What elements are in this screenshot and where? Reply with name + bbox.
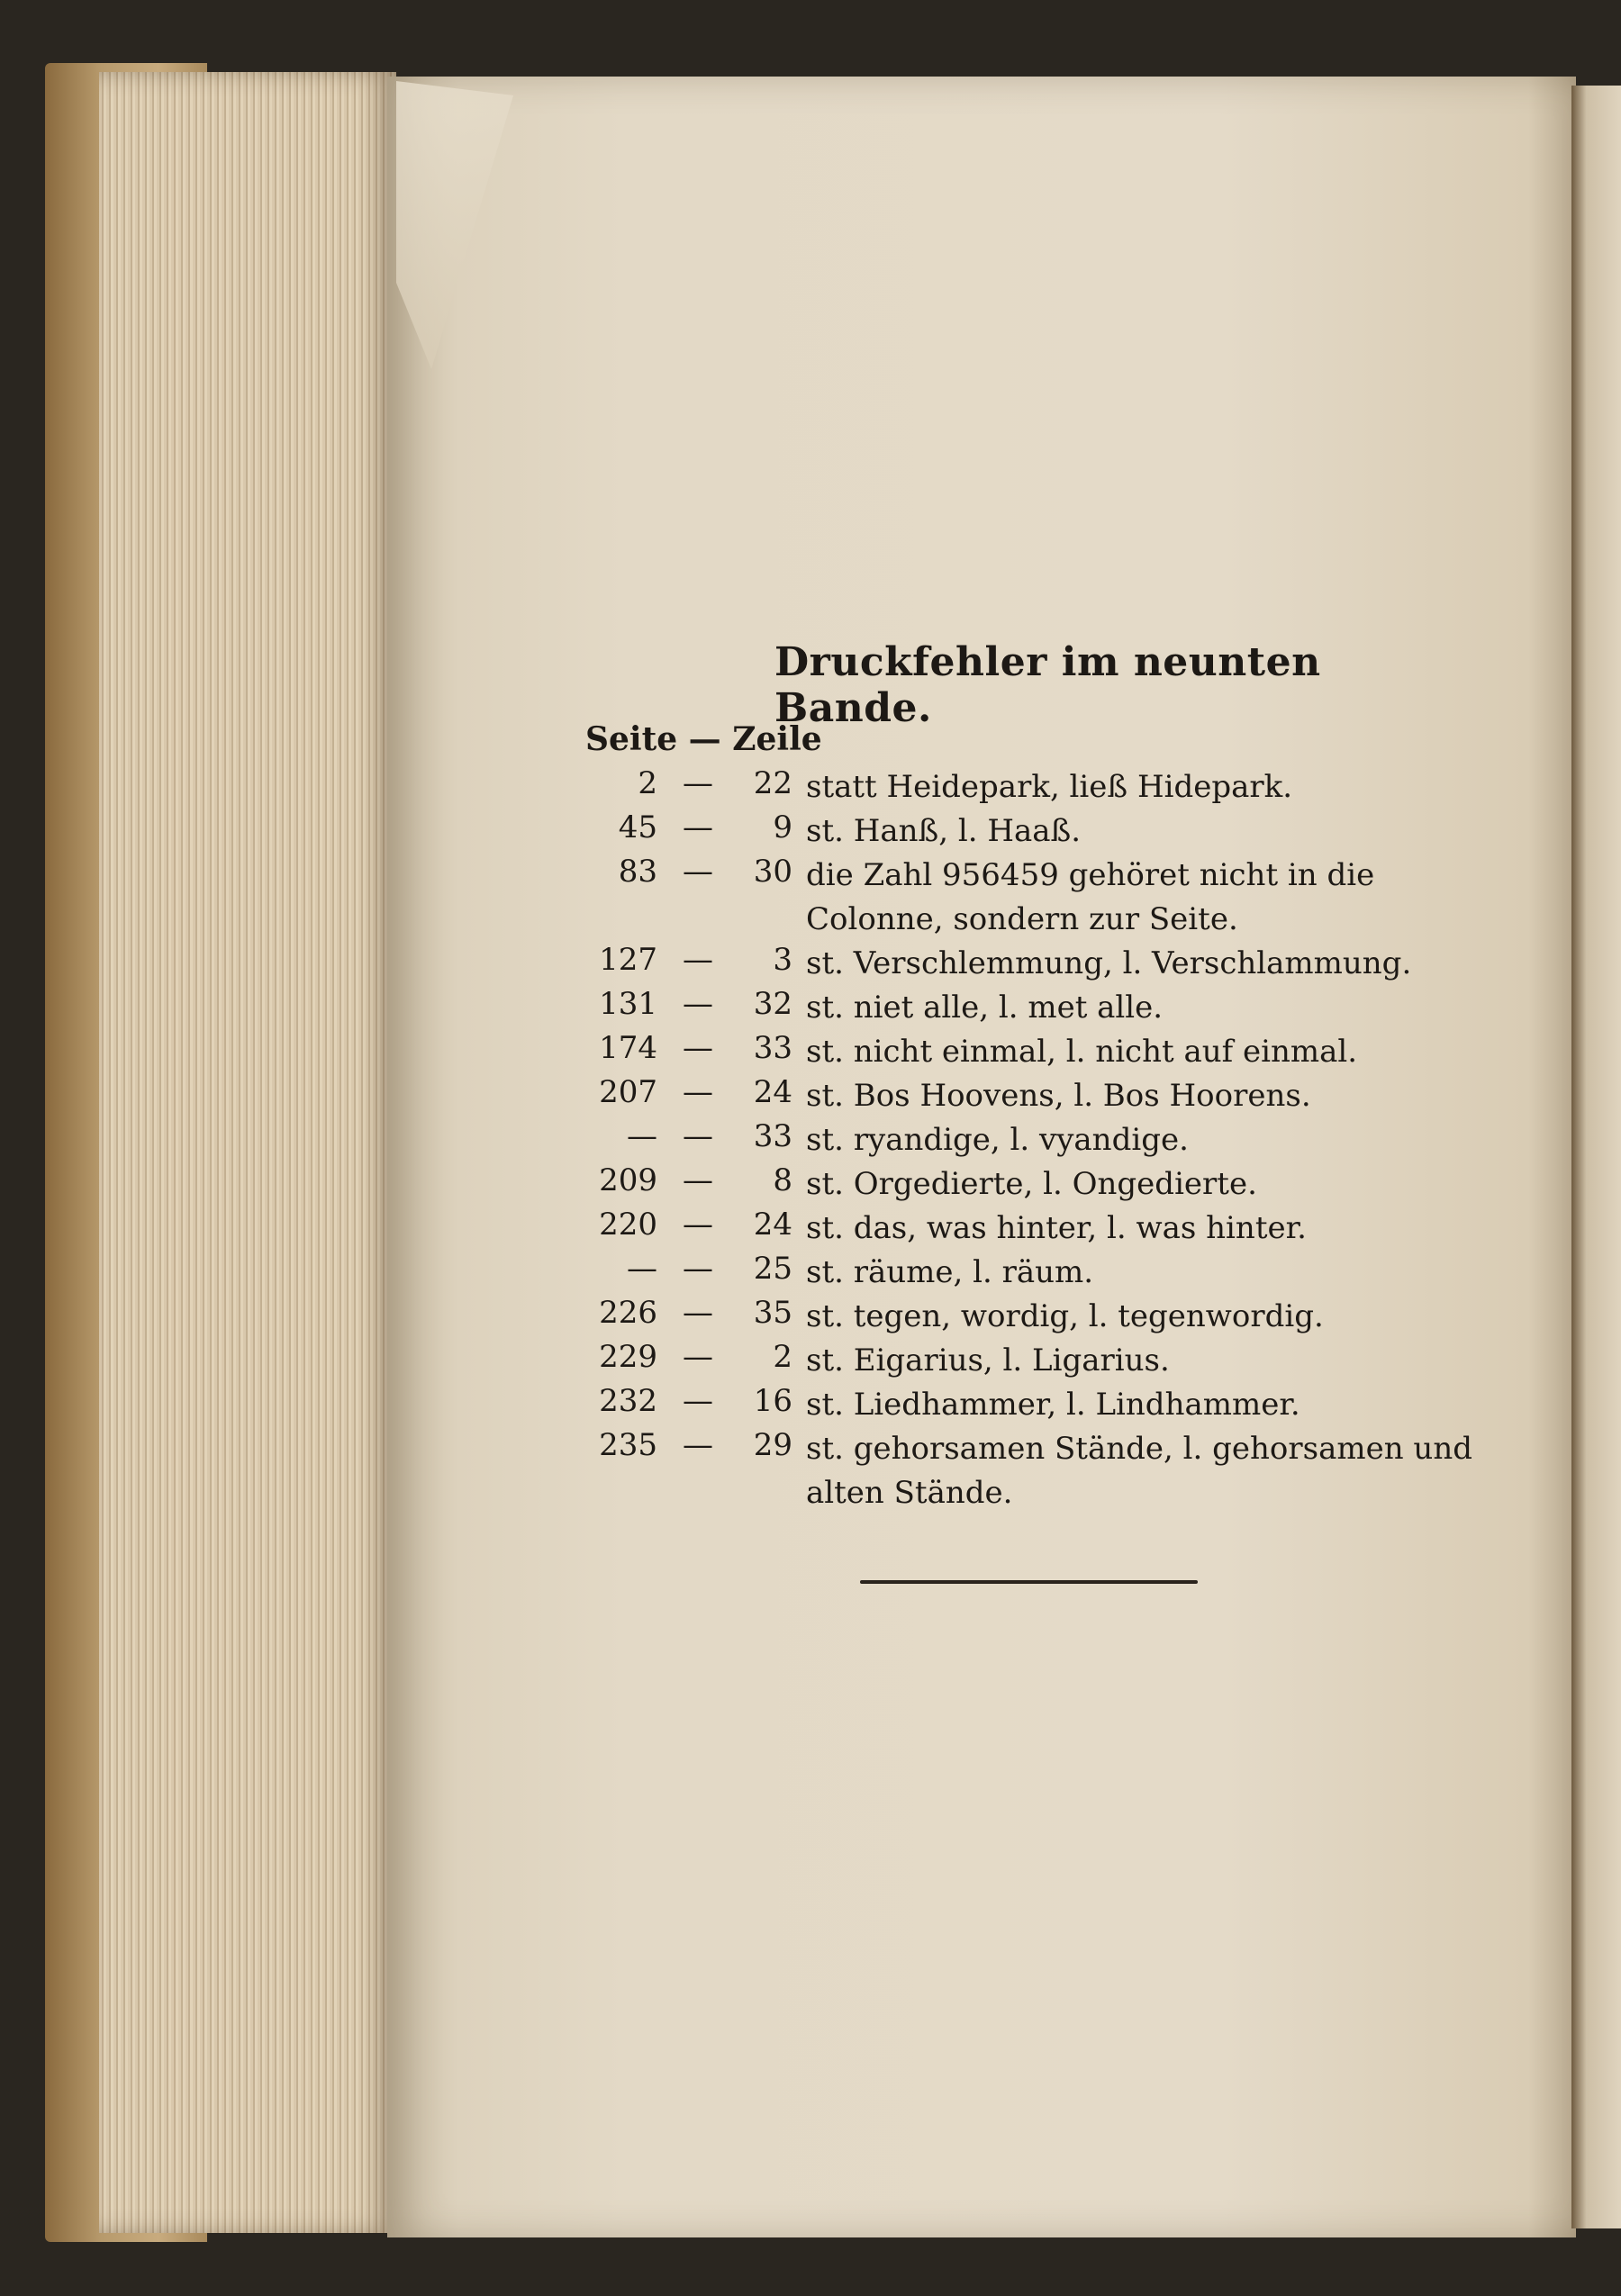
errata-row bbox=[585, 1207, 1495, 1251]
errata-page: 229 bbox=[599, 1339, 657, 1375]
errata-dash: — bbox=[683, 1251, 713, 1287]
errata-row bbox=[585, 1074, 1495, 1118]
errata-page: 174 bbox=[599, 1030, 657, 1066]
errata-row bbox=[585, 1427, 1495, 1515]
column-header-seite: Seite bbox=[585, 720, 678, 758]
column-header bbox=[585, 720, 822, 758]
errata-dash: — bbox=[683, 986, 713, 1022]
errata-heading: Druckfehler im neunten Bande. bbox=[774, 639, 1321, 731]
errata-text: die Zahl 956459 gehöret nicht in die Colonne, sondern zur Seite. bbox=[806, 857, 1375, 937]
errata-dash: — bbox=[683, 1383, 713, 1419]
errata-row bbox=[585, 1030, 1495, 1074]
errata-line: 8 bbox=[773, 1162, 792, 1198]
errata-page: — bbox=[627, 1118, 657, 1154]
errata-dash: — bbox=[683, 1207, 713, 1243]
errata-dash: — bbox=[683, 854, 713, 890]
errata-line: 33 bbox=[753, 1118, 792, 1154]
errata-row bbox=[585, 1295, 1495, 1339]
errata-line: 29 bbox=[753, 1427, 792, 1463]
errata-text: st. Verschlemmung, l. Verschlammung. bbox=[806, 945, 1412, 981]
errata-dash: — bbox=[683, 765, 713, 801]
errata-text: st. das, was hinter, l. was hinter. bbox=[806, 1210, 1307, 1246]
errata-text: st. Eigarius, l. Ligarius. bbox=[806, 1342, 1170, 1379]
errata-row bbox=[585, 1383, 1495, 1427]
errata-text: st. ryandige, l. vyandige. bbox=[806, 1122, 1189, 1158]
errata-page: 131 bbox=[599, 986, 657, 1022]
errata-row bbox=[585, 809, 1495, 854]
errata-row bbox=[585, 1118, 1495, 1162]
errata-line: 16 bbox=[753, 1383, 792, 1419]
errata-dash: — bbox=[683, 1162, 713, 1198]
errata-text: st. niet alle, l. met alle. bbox=[806, 990, 1164, 1026]
errata-row bbox=[585, 1251, 1495, 1295]
errata-dash: — bbox=[683, 1339, 713, 1375]
errata-dash: — bbox=[683, 809, 713, 845]
errata-line: 25 bbox=[753, 1251, 792, 1287]
errata-text: st. Bos Hoovens, l. Bos Hoorens. bbox=[806, 1078, 1311, 1114]
errata-row bbox=[585, 1339, 1495, 1383]
errata-page: 45 bbox=[618, 809, 657, 845]
errata-row bbox=[585, 854, 1495, 942]
errata-line: 33 bbox=[753, 1030, 792, 1066]
closing-rule bbox=[860, 1580, 1198, 1584]
errata-page: 232 bbox=[599, 1383, 657, 1419]
errata-row bbox=[585, 1162, 1495, 1207]
column-header-dash: — bbox=[688, 720, 721, 758]
errata-row bbox=[585, 942, 1495, 986]
errata-row bbox=[585, 986, 1495, 1030]
errata-line: 22 bbox=[753, 765, 792, 801]
errata-row bbox=[585, 765, 1495, 809]
errata-dash: — bbox=[683, 1427, 713, 1463]
errata-dash: — bbox=[683, 1074, 713, 1110]
errata-page: — bbox=[627, 1251, 657, 1287]
errata-text: st. räume, l. räum. bbox=[806, 1254, 1094, 1290]
errata-text: st. Hanß, l. Haaß. bbox=[806, 813, 1082, 849]
page-stack bbox=[99, 72, 396, 2233]
errata-dash: — bbox=[683, 942, 713, 978]
errata-line: 2 bbox=[773, 1339, 792, 1375]
errata-page: 226 bbox=[599, 1295, 657, 1331]
errata-line: 24 bbox=[753, 1074, 792, 1110]
errata-dash: — bbox=[683, 1030, 713, 1066]
errata-line: 32 bbox=[753, 986, 792, 1022]
errata-line: 30 bbox=[753, 854, 792, 890]
errata-text: st. nicht einmal, l. nicht auf einmal. bbox=[806, 1034, 1358, 1070]
errata-page: 235 bbox=[599, 1427, 657, 1463]
errata-page: 220 bbox=[599, 1207, 657, 1243]
errata-text: st. gehorsamen Stände, l. gehorsamen und alten Stände. bbox=[806, 1431, 1472, 1511]
errata-line: 3 bbox=[773, 942, 792, 978]
errata-page: 83 bbox=[618, 854, 657, 890]
errata-dash: — bbox=[683, 1118, 713, 1154]
errata-line: 9 bbox=[773, 809, 792, 845]
errata-text: st. tegen, wordig, l. tegenwordig. bbox=[806, 1298, 1324, 1334]
errata-line: 35 bbox=[753, 1295, 792, 1331]
errata-line: 24 bbox=[753, 1207, 792, 1243]
errata-list bbox=[585, 765, 1495, 1515]
column-header-zeile: Zeile bbox=[732, 720, 822, 758]
errata-page: 2 bbox=[638, 765, 657, 801]
errata-dash: — bbox=[683, 1295, 713, 1331]
errata-text: st. Liedhammer, l. Lindhammer. bbox=[806, 1387, 1300, 1423]
errata-text: st. Orgedierte, l. Ongedierte. bbox=[806, 1166, 1257, 1202]
errata-text: statt Heidepark, ließ Hidepark. bbox=[806, 769, 1293, 805]
errata-page: 207 bbox=[599, 1074, 657, 1110]
errata-page: 209 bbox=[599, 1162, 657, 1198]
errata-page: 127 bbox=[599, 942, 657, 978]
page-gutter-right bbox=[1571, 86, 1621, 2228]
